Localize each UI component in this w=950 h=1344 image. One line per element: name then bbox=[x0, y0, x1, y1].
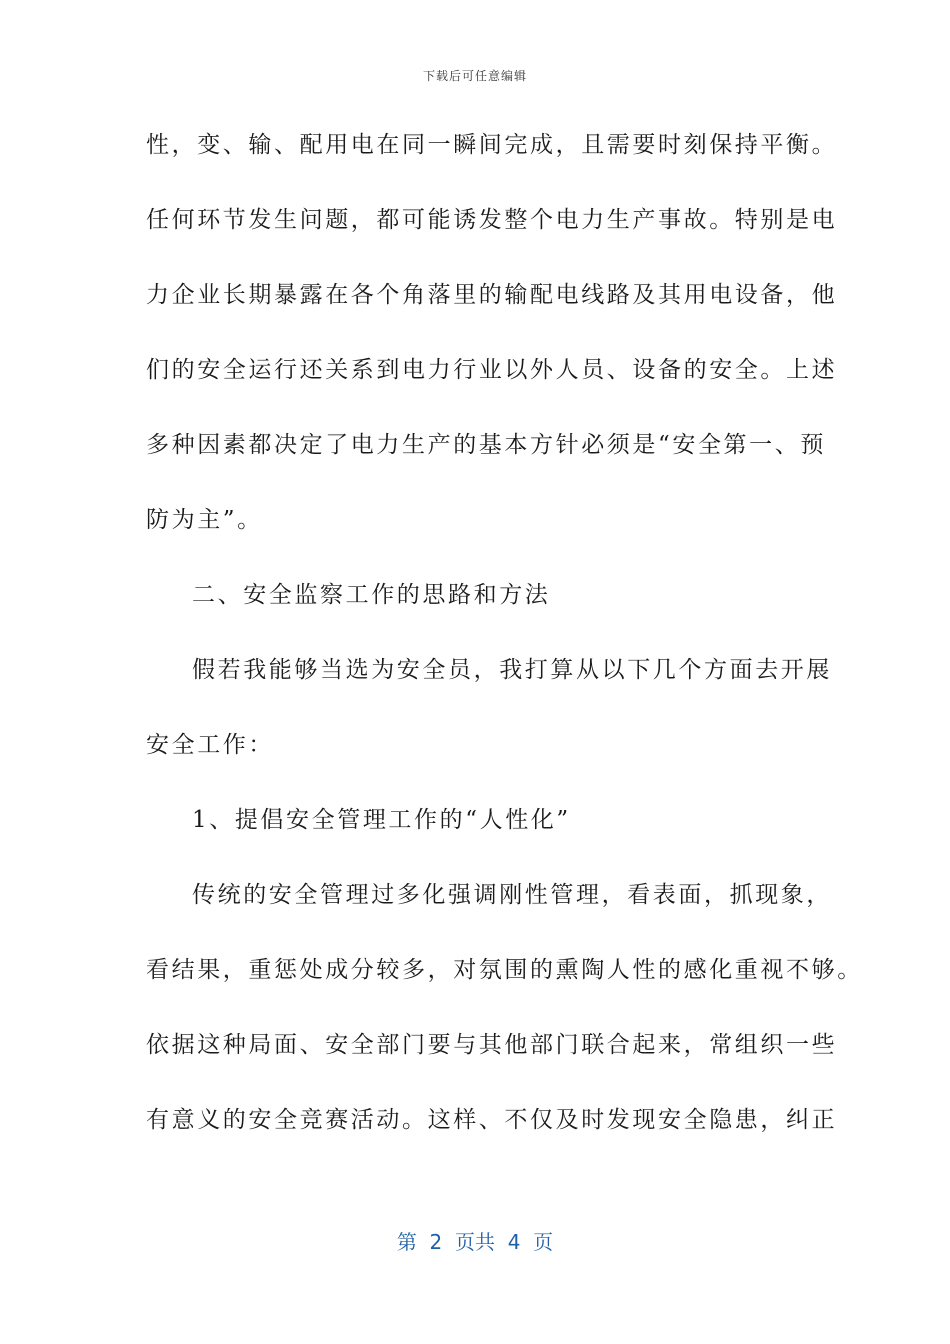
subsection-heading: 1、提倡安全管理工作的“人性化” bbox=[192, 807, 571, 833]
header-note: 下载后可任意编辑 bbox=[422, 69, 527, 83]
body-line: 力企业长期暴露在各个角落里的输配电线路及其用电设备，他 bbox=[146, 282, 838, 308]
page-number-footer: 第 2 页共 4 页 bbox=[396, 1230, 554, 1254]
body-line: 看结果，重惩处成分较多，对氛围的熏陶人性的感化重视不够。 bbox=[146, 957, 863, 983]
body-line: 安全工作： bbox=[146, 732, 274, 758]
body-line: 们的安全运行还关系到电力行业以外人员、设备的安全。上述 bbox=[146, 357, 838, 383]
body-line: 有意义的安全竞赛活动。这样、不仅及时发现安全隐患，纠正 bbox=[146, 1107, 838, 1133]
body-line: 多种因素都决定了电力生产的基本方针必须是“安全第一、预 bbox=[146, 432, 826, 458]
section-heading: 二、安全监察工作的思路和方法 bbox=[192, 582, 551, 608]
body-line: 任何环节发生问题，都可能诱发整个电力生产事故。特别是电 bbox=[146, 207, 838, 233]
body-line: 假若我能够当选为安全员，我打算从以下几个方面去开展 bbox=[192, 657, 832, 683]
body-line: 传统的安全管理过多化强调刚性管理，看表面，抓现象， bbox=[192, 882, 832, 908]
body-line: 防为主”。 bbox=[146, 507, 263, 533]
body-line: 性，变、输、配用电在同一瞬间完成，且需要时刻保持平衡。 bbox=[146, 132, 838, 158]
body-line: 依据这种局面、安全部门要与其他部门联合起来，常组织一些 bbox=[146, 1032, 838, 1058]
